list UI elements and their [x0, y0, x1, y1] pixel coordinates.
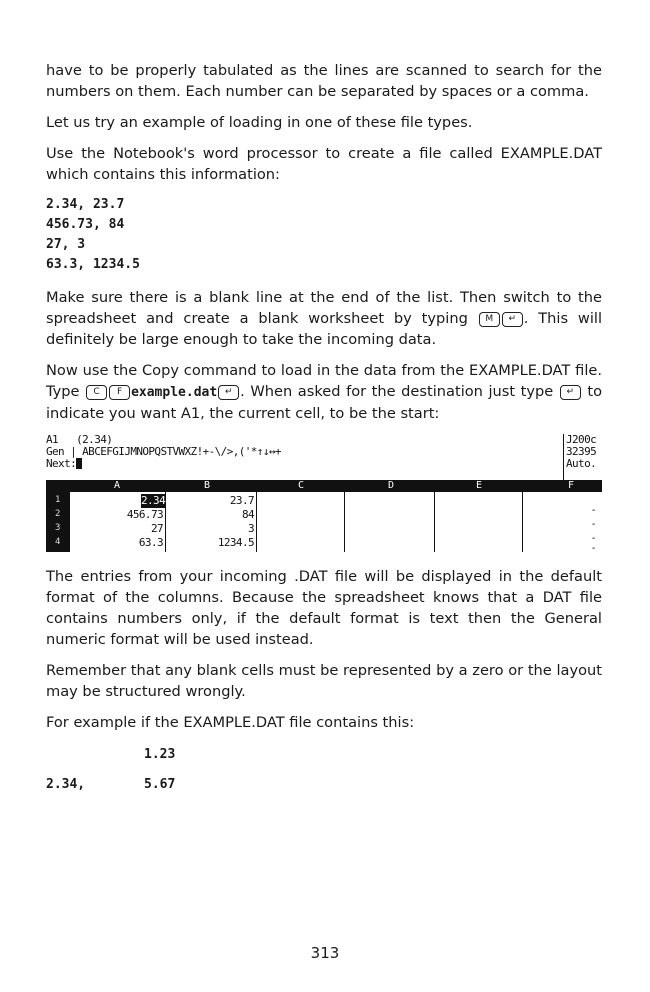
column-d	[344, 492, 435, 552]
enter-key-icon: ↵	[218, 385, 239, 400]
column-header: B	[204, 480, 210, 491]
column-header: D	[388, 480, 394, 491]
paragraph-6: The entries from your incoming .DAT file will be displayed in the default format of the columns. Because the spreadsheet knows that a DAT file contains numbers only, if the default format is text then the General numeric format will be used instead.	[46, 568, 602, 648]
typed-filename: example.dat	[131, 385, 218, 400]
column-c	[256, 492, 345, 552]
cell-b4: 1234.5	[217, 536, 254, 549]
next-prompt: Next:	[46, 457, 77, 470]
column-header: C	[298, 480, 304, 491]
code-line: 456.73, 84	[46, 217, 125, 232]
column-header: F	[568, 480, 574, 491]
enter-key-icon: ↵	[560, 385, 581, 400]
cell-b2: 84	[241, 508, 254, 521]
cell-contents: (2.34)	[76, 433, 113, 446]
row-header: 3	[55, 523, 60, 533]
cell-b3: 3	[247, 522, 254, 535]
code-block-example-dat	[46, 195, 602, 275]
cursor-icon	[76, 458, 82, 469]
paragraph-4: Make sure there is a blank line at the end of the list. Then switch to the spreadsheet and create a blank worksheet by typing M ↵ . This will definitely be large enough to take the incoming data.	[46, 289, 603, 348]
spreadsheet-screenshot	[46, 434, 602, 552]
cell-a4: 63.3	[138, 536, 163, 549]
row-header: 2	[55, 509, 60, 519]
paragraph-5: Now use the Copy command to load in the data from the EXAMPLE.DAT file. Type C F example.dat ↵ . When asked for the destination just type ↵ to indicate you want A1, the current cell, to be the start:	[46, 362, 602, 422]
paragraph-7: Remember that any blank cells must be represented by a zero or the layout may be structured wrongly.	[46, 662, 602, 700]
code-line: 63.3, 1234.5	[46, 257, 140, 272]
paragraph-3: Use the Notebook's word processor to create a file called EXAMPLE.DAT which contains this information:	[46, 145, 602, 183]
enter-key-icon: ↵	[502, 312, 523, 327]
cell-b1: 23.7	[229, 494, 254, 507]
row-marker: -	[590, 533, 596, 544]
code-block-example-2	[46, 745, 602, 795]
allowed-characters: ABCEFGIJMNOPQSTVWXZ!+-\/>,('*↑↓↔+	[82, 445, 281, 458]
column-header: A	[114, 480, 120, 491]
column-b	[165, 492, 257, 552]
ctrl-key-icon: C	[86, 385, 107, 400]
code-line: 27, 3	[46, 237, 86, 252]
column-a	[70, 492, 166, 552]
row-header: 1	[55, 495, 60, 505]
paragraph-2: Let us try an example of loading in one of these file types.	[46, 114, 473, 131]
row-marker: -	[590, 519, 596, 530]
status-indicators: J200c 32395 Auto.	[563, 434, 602, 480]
row-header-bar	[46, 492, 70, 552]
cell-reference: A1	[46, 433, 59, 446]
code-value: 2.34,	[46, 777, 86, 792]
cell-a2: 456.73	[126, 508, 163, 521]
cell-a3: 27	[150, 522, 163, 535]
paragraph-1: have to be properly tabulated as the lines are scanned to search for the numbers on them. Each number can be separated by spaces or a comma.	[46, 62, 602, 100]
menu-key-icon: M	[479, 312, 500, 327]
code-value: 1.23	[144, 747, 176, 762]
code-line: 2.34, 23.7	[46, 197, 125, 212]
file-key-icon: F	[109, 385, 130, 400]
row-marker: -	[590, 543, 596, 554]
column-e	[434, 492, 523, 552]
document-page	[46, 60, 602, 795]
format-mode: Gen	[46, 445, 65, 458]
row-header: 4	[55, 537, 60, 547]
column-header-bar	[46, 480, 602, 492]
code-value: 5.67	[144, 777, 176, 792]
row-marker: -	[590, 505, 596, 516]
cell-a1: 2.34	[141, 494, 166, 507]
status-area: A1 (2.34) Gen | ABCEFGIJMNOPQSTVWXZ!+-\/>,('*↑↓↔+ Next: J200c 32395 Auto.	[46, 434, 602, 480]
column-header: E	[476, 480, 482, 491]
paragraph-8: For example if the EXAMPLE.DAT file contains this:	[46, 714, 415, 731]
page-number: 313	[310, 944, 340, 962]
